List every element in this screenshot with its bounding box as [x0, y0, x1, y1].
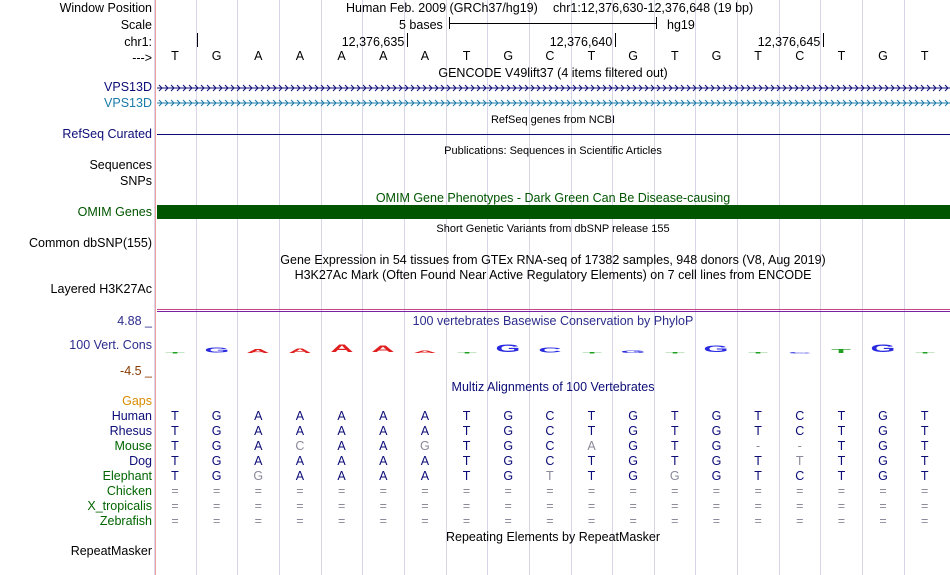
species-label[interactable]: Rhesus	[109, 424, 152, 438]
alignment-base: T	[462, 424, 471, 438]
alignment-base: G	[503, 409, 514, 423]
position-text: chr1:12,376,630-12,376,648 (19 bp)	[553, 1, 754, 15]
alignment-base: T	[171, 454, 179, 468]
sequence-base: A	[337, 49, 346, 63]
alignment-base: C	[795, 409, 805, 423]
strand-label: --->	[132, 51, 152, 65]
alignment-base: A	[587, 439, 596, 453]
alignment-base: =	[254, 514, 262, 528]
alignment-base: =	[879, 499, 887, 513]
alignment-base: =	[379, 499, 387, 513]
alignment-base: =	[837, 484, 846, 498]
sequence-base: G	[711, 49, 722, 63]
alignment-base: =	[462, 499, 471, 513]
alignment-base: =	[712, 484, 721, 498]
sequence-base: T	[670, 49, 679, 63]
ruler-tick-3	[823, 33, 824, 47]
alignment-base: T	[587, 454, 596, 468]
alignment-base: G	[628, 454, 638, 468]
alignment-base: =	[546, 499, 554, 513]
ruler-tick-1	[407, 33, 408, 47]
alignment-base: A	[254, 454, 263, 468]
alignment-base: G	[503, 424, 514, 438]
alignment-base: G	[211, 469, 222, 483]
multiz-track-title: Multiz Alignments of 100 Vertebrates	[451, 380, 655, 394]
omim-gene-bar[interactable]	[157, 205, 950, 219]
alignment-base: T	[670, 454, 679, 468]
coord-label-2: 12,376,640	[549, 35, 613, 49]
assembly-text: Human Feb. 2009 (GRCh37/hg19)	[346, 1, 538, 15]
coord-label-1: 12,376,635	[341, 35, 405, 49]
scale-label: Scale	[120, 18, 152, 32]
alignment-base: -	[756, 439, 761, 453]
logo-letter: G	[870, 342, 896, 355]
alignment-base: =	[421, 499, 429, 513]
alignment-base: A	[420, 424, 430, 438]
alignment-base: A	[379, 424, 388, 438]
alignment-base: C	[795, 424, 805, 438]
sequence-base: T	[754, 49, 762, 63]
alignment-base: A	[379, 409, 388, 423]
ruler-tick-2	[615, 33, 616, 47]
cons-track-title: 100 vertebrates Basewise Conservation by PhyloP	[412, 314, 694, 328]
alignment-base: G	[711, 469, 722, 483]
alignment-base: G	[503, 454, 514, 468]
alignment-base: =	[337, 499, 346, 513]
alignment-base: C	[545, 409, 555, 423]
alignment-base: T	[754, 469, 762, 483]
alignment-base: T	[920, 424, 929, 438]
alignment-base: =	[629, 484, 637, 498]
cons-track-label[interactable]: 100 Vert. Cons	[69, 338, 152, 352]
alignment-base: A	[337, 469, 346, 483]
pubs-track-title: Publications: Sequences in Scientific Articles	[444, 145, 662, 157]
repeatmasker-track-label[interactable]: RepeatMasker	[70, 544, 152, 558]
alignment-base: A	[420, 469, 430, 483]
browser-image[interactable]	[157, 0, 950, 575]
alignment-base: =	[296, 484, 304, 498]
logo-letter: T	[665, 351, 685, 355]
alignment-base: =	[171, 484, 179, 498]
alignment-base: =	[587, 499, 596, 513]
alignment-base: G	[211, 454, 222, 468]
gencode-gene-bars[interactable]	[157, 83, 950, 107]
alignment-base: A	[337, 424, 346, 438]
gaps-label: Gaps	[122, 394, 152, 408]
alignment-base: =	[837, 499, 846, 513]
db-text: hg19	[667, 18, 695, 32]
logo-letter: T	[165, 351, 185, 355]
refseq-track-title: RefSeq genes from NCBI	[490, 114, 616, 126]
alignment-base: =	[546, 514, 554, 528]
logo-letter: C	[538, 346, 562, 355]
alignment-base: =	[587, 484, 596, 498]
sequence-base: T	[171, 49, 179, 63]
alignment-base: T	[920, 469, 929, 483]
alignment-base: T	[670, 409, 679, 423]
alignment-base: G	[503, 469, 514, 483]
repeatmasker-track-title: Repeating Elements by RepeatMasker	[445, 530, 661, 544]
logo-letter: T	[581, 351, 602, 355]
alignment-base: =	[462, 514, 471, 528]
logo-letter: A	[371, 344, 395, 355]
alignment-base: =	[462, 484, 471, 498]
alignment-base: G	[628, 424, 638, 438]
alignment-base: T	[462, 469, 471, 483]
alignment-base: T	[920, 439, 929, 453]
alignment-base: =	[754, 499, 762, 513]
alignment-base: =	[921, 514, 929, 528]
sequence-base: G	[503, 49, 514, 63]
logo-letter: T	[831, 348, 852, 355]
alignment-base: =	[754, 484, 762, 498]
alignment-base: T	[837, 439, 846, 453]
alignment-base: C	[545, 439, 555, 453]
gencode-track-label-2[interactable]: VPS13D	[104, 96, 152, 110]
alignment-base: =	[629, 514, 637, 528]
alignment-base: =	[504, 484, 512, 498]
sequence-base: T	[920, 49, 929, 63]
label-divider	[155, 0, 156, 575]
alignment-base: G	[711, 409, 722, 423]
logo-letter: G	[204, 346, 230, 355]
alignment-base: T	[587, 424, 596, 438]
alignment-base: A	[337, 439, 346, 453]
alignment-base: =	[254, 499, 262, 513]
alignment-base: =	[212, 499, 221, 513]
alignment-base: G	[878, 424, 888, 438]
sequence-base: G	[878, 49, 888, 63]
sequence-base: C	[545, 49, 555, 63]
logo-letter: A	[246, 348, 270, 355]
sequence-base: A	[295, 49, 305, 63]
alignment-base: G	[211, 439, 222, 453]
alignment-base: G	[711, 439, 722, 453]
alignment-base: =	[421, 484, 429, 498]
alignment-base: G	[711, 424, 722, 438]
alignment-base: G	[711, 454, 722, 468]
alignment-base: T	[670, 439, 679, 453]
logo-letter: A	[288, 347, 312, 355]
alignment-base: T	[171, 409, 179, 423]
alignment-base: A	[295, 409, 305, 423]
h3k27ac-signal-line-2	[157, 311, 950, 312]
snps-track-label[interactable]: SNPs	[120, 174, 152, 188]
alignment-base: -	[797, 439, 802, 453]
alignment-base: T	[837, 469, 846, 483]
alignment-base: T	[171, 424, 179, 438]
alignment-base: T	[754, 424, 762, 438]
refseq-gene-line[interactable]	[157, 134, 950, 135]
dbsnp-track-title: Short Genetic Variants from dbSNP release 155	[436, 223, 670, 235]
alignment-base: =	[671, 499, 679, 513]
dbsnp-track-label[interactable]: Common dbSNP(155)	[29, 236, 152, 250]
sequence-base: A	[379, 49, 388, 63]
alignment-base: A	[337, 409, 346, 423]
logo-letter: A	[413, 349, 437, 355]
alignment-base: T	[171, 439, 179, 453]
alignment-base: G	[878, 454, 888, 468]
refseq-track-label[interactable]: RefSeq Curated	[62, 127, 152, 141]
alignment-base: =	[171, 499, 179, 513]
gencode-track-label[interactable]: VPS13D	[104, 80, 152, 94]
sequence-base: T	[587, 49, 596, 63]
logo-letter: T	[748, 351, 768, 355]
alignment-base: A	[295, 424, 305, 438]
alignment-base: A	[254, 409, 263, 423]
alignment-base: C	[545, 454, 555, 468]
window-position-label: Window Position	[59, 1, 152, 15]
species-label[interactable]: Mouse	[114, 439, 152, 453]
alignment-base: =	[504, 514, 512, 528]
alignment-base: G	[878, 409, 888, 423]
alignment-base: C	[795, 469, 805, 483]
alignment-base: A	[420, 454, 430, 468]
species-label[interactable]: Elephant	[102, 469, 152, 483]
alignment-base: G	[253, 469, 264, 483]
conservation-logo[interactable]	[157, 332, 950, 354]
alignment-base: C	[295, 439, 305, 453]
species-label[interactable]: Zebrafish	[99, 514, 152, 528]
alignment-base: T	[546, 469, 554, 483]
alignment-base: =	[796, 514, 804, 528]
alignment-base: A	[337, 454, 346, 468]
species-label[interactable]: Chicken	[106, 484, 152, 498]
species-label[interactable]: Dog	[129, 454, 152, 468]
alignment-base: G	[420, 439, 430, 453]
alignment-base: A	[420, 409, 430, 423]
alignment-base: =	[421, 514, 429, 528]
alignment-base: =	[587, 514, 596, 528]
alignment-base: T	[920, 409, 929, 423]
alignment-base: T	[462, 409, 471, 423]
cons-min-label: -4.5 _	[120, 364, 152, 378]
alignment-base: =	[629, 499, 637, 513]
alignment-base: =	[837, 514, 846, 528]
alignment-base: T	[587, 409, 596, 423]
alignment-base: =	[796, 499, 804, 513]
logo-letter: G	[703, 344, 729, 355]
alignment-base: G	[628, 439, 638, 453]
sequence-base: T	[462, 49, 471, 63]
alignment-base: T	[920, 454, 929, 468]
alignment-base: =	[921, 484, 929, 498]
species-label[interactable]: Human	[111, 409, 152, 423]
alignment-base: T	[587, 469, 596, 483]
alignment-base: =	[671, 484, 679, 498]
alignment-base: =	[379, 484, 387, 498]
alignment-base: =	[296, 499, 304, 513]
omim-track-label[interactable]: OMIM Genes	[77, 205, 152, 219]
alignment-base: T	[171, 469, 179, 483]
alignment-base: T	[462, 439, 471, 453]
sequence-base: A	[254, 49, 263, 63]
alignment-base: G	[878, 469, 888, 483]
alignment-base: =	[337, 514, 346, 528]
gencode-track-title: GENCODE V49lift37 (4 items filtered out)	[438, 66, 668, 80]
alignment-base: A	[295, 469, 305, 483]
alignment-base: =	[879, 484, 887, 498]
sequence-base: T	[837, 49, 846, 63]
alignment-base: =	[796, 484, 804, 498]
alignment-base: T	[670, 424, 679, 438]
sequence-base: G	[211, 49, 222, 63]
alignment-base: C	[545, 424, 555, 438]
scale-text: 5 bases	[399, 18, 443, 32]
alignment-base: T	[795, 454, 804, 468]
alignment-base: G	[669, 469, 680, 483]
alignment-base: A	[379, 454, 388, 468]
alignment-base: A	[254, 424, 263, 438]
coord-label-3: 12,376,645	[757, 35, 821, 49]
alignment-base: G	[211, 409, 222, 423]
logo-letter: T	[914, 351, 935, 355]
logo-letter: G	[495, 342, 521, 355]
alignment-base: T	[837, 409, 846, 423]
omim-track-title: OMIM Gene Phenotypes - Dark Green Can Be Disease-causing	[375, 191, 731, 205]
alignment-base: G	[211, 424, 222, 438]
alignment-base: T	[837, 454, 846, 468]
logo-letter: T	[456, 351, 477, 355]
alignment-base: =	[171, 514, 179, 528]
alignment-base: T	[754, 409, 762, 423]
h3k27ac-signal-line	[157, 309, 950, 310]
alignment-base: T	[754, 454, 762, 468]
alignment-base: =	[504, 499, 512, 513]
cons-max-label: 4.88 _	[117, 314, 152, 328]
alignment-base: A	[254, 439, 263, 453]
alignment-base: =	[296, 514, 304, 528]
ruler-tick-start	[197, 33, 198, 47]
alignment-base: =	[754, 514, 762, 528]
alignment-base: =	[379, 514, 387, 528]
alignment-base: =	[671, 514, 679, 528]
alignment-base: T	[462, 454, 471, 468]
alignment-base: =	[254, 484, 262, 498]
sequence-base: C	[795, 49, 805, 63]
alignment-base: =	[921, 499, 929, 513]
alignment-base: G	[503, 439, 514, 453]
chr-label: chr1:	[124, 35, 152, 49]
h3k27ac-track-label[interactable]: Layered H3K27Ac	[50, 282, 152, 296]
h3k27ac-track-title: H3K27Ac Mark (Often Found Near Active Regulatory Elements) on 7 cell lines from ENCODE	[294, 268, 812, 282]
alignment-base: G	[878, 439, 888, 453]
alignment-base: =	[212, 514, 221, 528]
alignment-base: =	[879, 514, 887, 528]
alignment-base: =	[712, 514, 721, 528]
logo-letter: G	[620, 349, 646, 355]
logo-letter: A	[330, 342, 354, 355]
alignment-base: G	[628, 409, 638, 423]
alignment-base: =	[337, 484, 346, 498]
alignment-base: A	[379, 439, 388, 453]
alignment-base: G	[628, 469, 638, 483]
gtex-track-title: Gene Expression in 54 tissues from GTEx RNA-seq of 17382 samples, 948 donors (V8, Aug 2019)	[280, 253, 826, 267]
species-label[interactable]: X_tropicalis	[87, 499, 152, 513]
sequence-base: A	[420, 49, 430, 63]
alignment-base: A	[379, 469, 388, 483]
scale-bar	[449, 17, 657, 29]
alignment-base: =	[546, 484, 554, 498]
logo-letter: C	[788, 351, 812, 355]
alignment-base: A	[295, 454, 305, 468]
sequence-base: G	[628, 49, 638, 63]
column-guide	[154, 0, 155, 575]
alignment-base: T	[837, 424, 846, 438]
alignment-base: =	[712, 499, 721, 513]
sequences-track-label[interactable]: Sequences	[89, 158, 152, 172]
alignment-base: =	[212, 484, 221, 498]
